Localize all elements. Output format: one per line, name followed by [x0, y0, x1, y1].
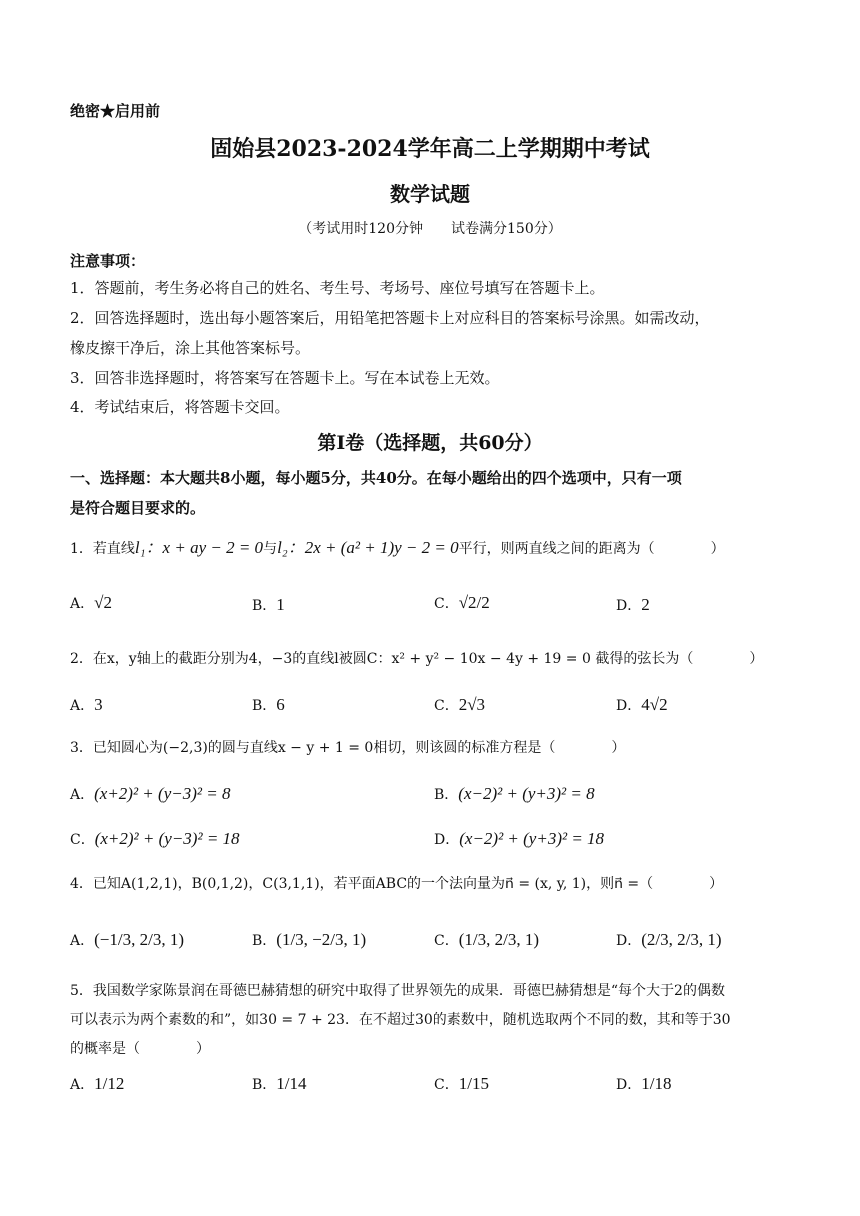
question-2-option-a: A．3 — [70, 695, 103, 714]
subject-title: 数学试题 — [390, 182, 470, 206]
notice-item: 4．考试结束后，将答题卡交回。 — [70, 398, 290, 416]
exam-title: 固始县2023-2024学年高二上学期期中考试 — [210, 136, 650, 162]
question-4-option-d: D．(2/3, 2/3, 1) — [616, 930, 722, 949]
question-5-stem-line: 的概率是（ ） — [70, 1041, 210, 1057]
time-info: （考试用时120分钟 — [298, 221, 423, 237]
section-instruction: 一、选择题：本大题共8小题，每小题5分，共40分。在每小题给出的四个选项中，只有一项 — [70, 469, 682, 487]
question-3-option-d: D．(x−2)² + (y+3)² = 18 — [434, 829, 605, 848]
question-1-option-d: D．2 — [616, 595, 650, 614]
question-5-option-d: D．1/18 — [616, 1074, 672, 1093]
question-3-stem: 3．已知圆心为(−2,3)的圆与直线x − y + 1 = 0相切，则该圆的标准方程是（ ） — [70, 740, 626, 756]
question-4-stem: 4．已知A(1,2,1)，B(0,1,2)，C(3,1,1)，若平面ABC的一个法向量为n⃗ = (x, y, 1)，则n⃗ =（ ） — [70, 876, 724, 892]
question-2-option-c: C．2√3 — [434, 695, 486, 714]
confidential-label: 绝密★启用前 — [70, 102, 161, 120]
question-4-option-c: C．(1/3, 2/3, 1) — [434, 930, 539, 949]
question-1-option-c: C．√2/2 — [434, 593, 490, 612]
question-3-option-a: A．(x+2)² + (y−3)² = 8 — [70, 784, 231, 803]
question-5-option-b: B．1/14 — [252, 1074, 307, 1093]
notice-item: 3．回答非选择题时，将答案写在答题卡上。写在本试卷上无效。 — [70, 369, 500, 387]
question-4-option-b: B．(1/3, −2/3, 1) — [252, 930, 367, 949]
part-title: 第Ⅰ卷（选择题，共60分） — [317, 432, 543, 454]
question-5-option-c: C．1/15 — [434, 1074, 489, 1093]
notice-heading: 注意事项： — [70, 252, 146, 270]
score-info: 试卷满分150分） — [451, 221, 562, 237]
notice-item: 橡皮擦干净后，涂上其他答案标号。 — [70, 339, 311, 357]
equation-l1: l₁：x + ay − 2 = 0 — [134, 538, 264, 557]
question-2-option-b: B．6 — [252, 695, 285, 714]
question-2-stem: 2．在x，y轴上的截距分别为4，−3的直线l被圆C：x² + y² − 10x − 4y + 19 = 0 截得的弦长为（ ） — [70, 651, 764, 667]
question-1-option-a: A．√2 — [70, 593, 112, 612]
question-1-option-b: B．1 — [252, 595, 285, 614]
question-5-stem-line: 可以表示为两个素数的和”，如30 = 7 + 23．在不超过30的素数中，随机选取两个不同的数，其和等于30 — [70, 1012, 731, 1028]
notice-item: 2．回答选择题时，选出每小题答案后，用铅笔把答题卡上对应科目的答案标号涂黑。如需改动， — [70, 309, 710, 327]
question-2-option-d: D．4√2 — [616, 695, 668, 714]
section-instruction-cont: 是符合题目要求的。 — [70, 499, 206, 517]
equation-l2: l₂：2x + (a² + 1)y − 2 = 0 — [277, 538, 459, 557]
question-1-stem: 1．若直线l₁：x + ay − 2 = 0与l₂：2x + (a² + 1)y − 2 = 0平行，则两直线之间的距离为（ ） — [70, 538, 725, 557]
question-5-option-a: A．1/12 — [70, 1074, 125, 1093]
question-3-option-b: B．(x−2)² + (y+3)² = 8 — [434, 784, 595, 803]
notice-item: 1．答题前，考生务必将自己的姓名、考生号、考场号、座位号填写在答题卡上。 — [70, 279, 605, 297]
question-4-option-a: A．(−1/3, 2/3, 1) — [70, 930, 184, 949]
question-5-stem-line: 5．我国数学家陈景润在哥德巴赫猜想的研究中取得了世界领先的成果．哥德巴赫猜想是“每个大于2的偶数 — [70, 983, 725, 999]
question-3-option-c: C．(x+2)² + (y−3)² = 18 — [70, 829, 240, 848]
exam-info — [0, 218, 860, 238]
